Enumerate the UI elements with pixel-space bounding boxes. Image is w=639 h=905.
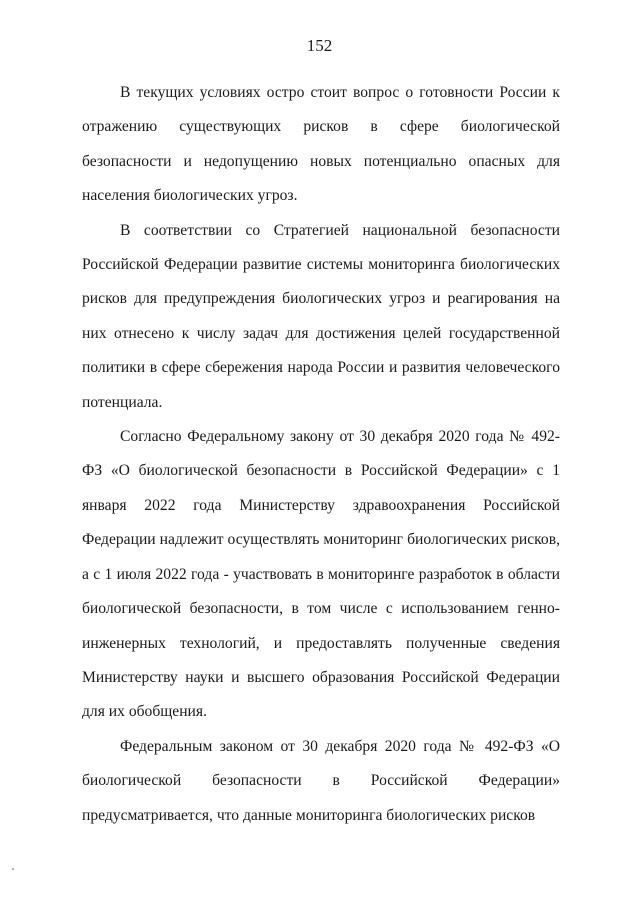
- paragraph-3: Согласно Федеральному закону от 30 декабря 2020 года № 492-ФЗ «О биологической безопасности в Российской Федерации» с 1 января 2022 года Министерству здравоохранения Российской Федерации надлежит осуществлять мониторинг биологических рисков, а с 1 июля 2022 года - участвовать в мониторинге разработок в области биологической безопасности, в том числе с использованием генно-инженерных технологий, и предоставлять полученные сведения Министерству науки и высшего образования Российской Федерации для их обобщения.: [82, 428, 560, 721]
- paragraph-1: В текущих условиях остро стоит вопрос о готовности России к отражению существующих рисков в сфере биологической безопасности и недопущению новых потенциально опасных для населения биологических угроз.: [82, 84, 560, 205]
- paragraph-4: Федеральным законом от 30 декабря 2020 года № 492-ФЗ «О биологической безопасности в Российской Федерации» предусматривается, что данные мониторинга биологических рисков: [82, 737, 560, 824]
- scan-artifact: [12, 868, 14, 870]
- page-number: 152: [306, 36, 333, 55]
- document-body: [82, 76, 560, 833]
- paragraph-2: В соответствии со Стратегией национальной безопасности Российской Федерации развитие системы мониторинга биологических рисков для предупреждения биологических угроз и реагирования на них отнесено к числу задач для достижения целей государственной политики в сфере сбережения народа России и развития человеческого потенциала.: [82, 221, 560, 411]
